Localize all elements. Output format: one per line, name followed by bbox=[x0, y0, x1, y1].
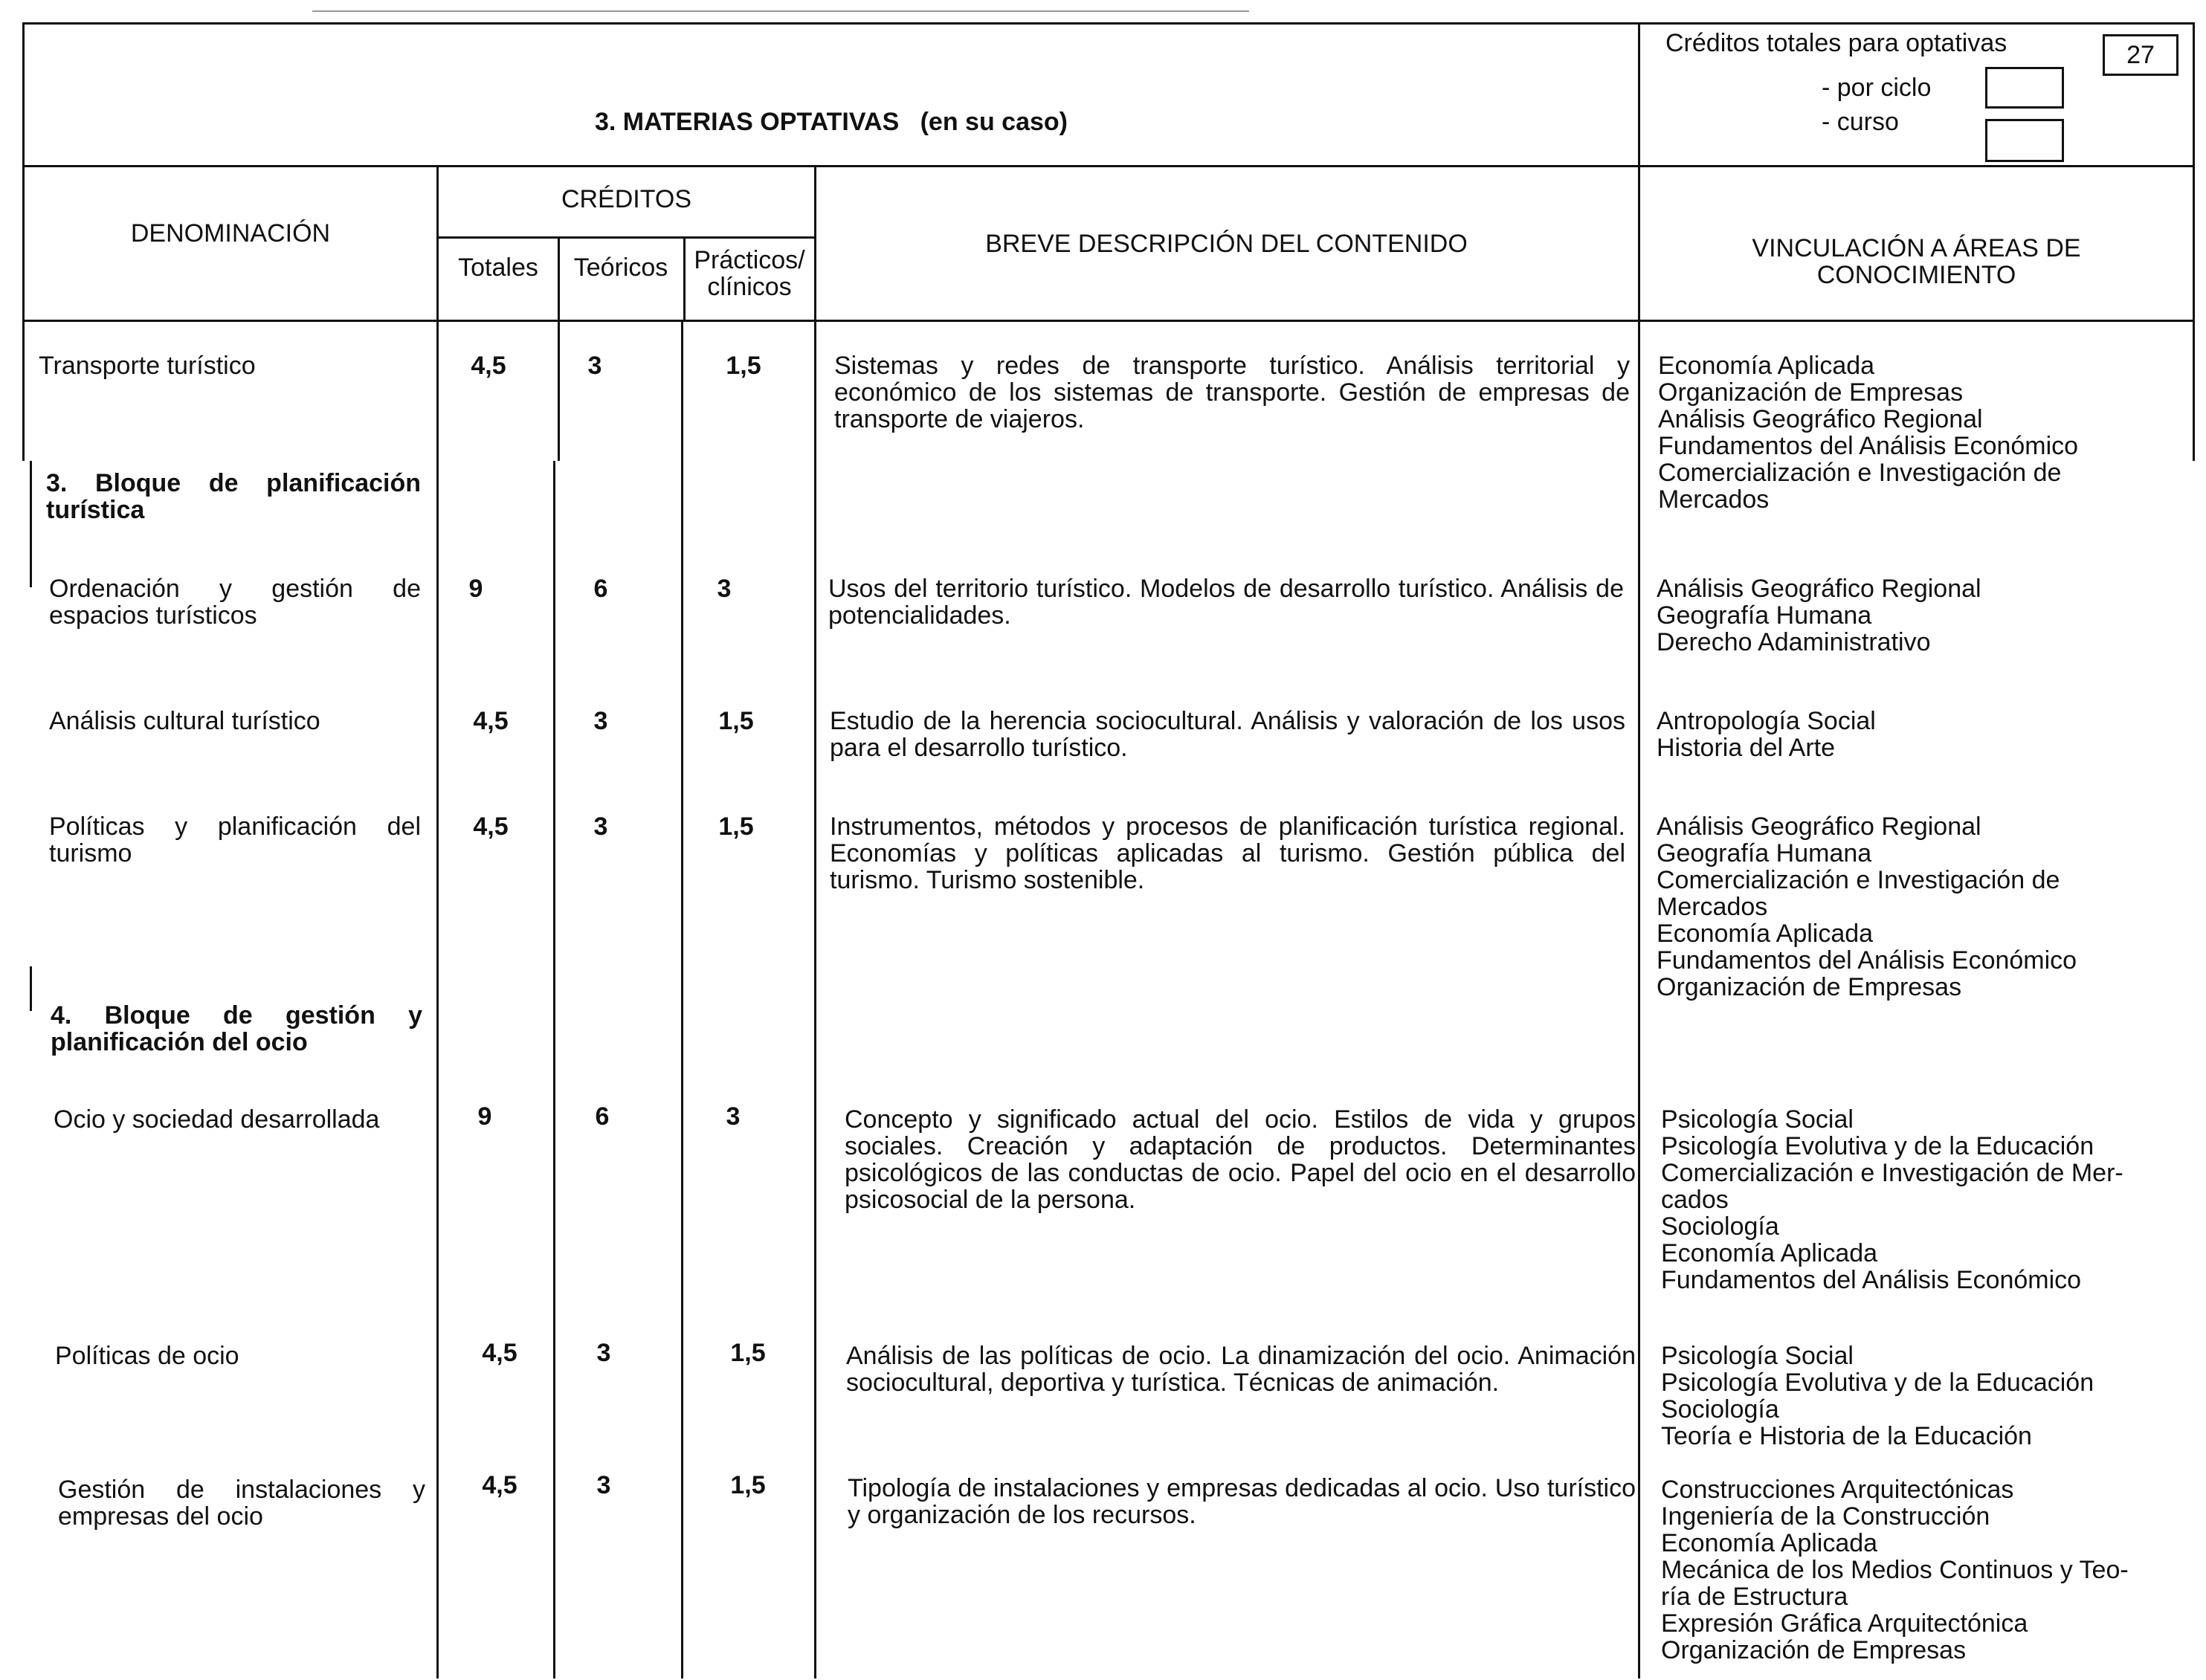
col-totales: Totales bbox=[458, 253, 538, 282]
row-name: Ocio y sociedad desarrollada bbox=[54, 1105, 380, 1134]
row-teoricos: 3 bbox=[596, 1471, 611, 1499]
row-practicos: 3 bbox=[717, 575, 732, 603]
block-heading: 3. Bloque de planificación turística bbox=[46, 469, 421, 524]
row-practicos: 3 bbox=[726, 1102, 741, 1131]
row-areas: Economía Aplicada Organización de Empresas Análisis Geográfico Regional Fundamentos del Análisis Económico Comercialización e Investigación de Mercados bbox=[1658, 352, 2079, 514]
row-totales: 9 bbox=[477, 1102, 492, 1131]
col-vinculacion: VINCULACIÓN A ÁREAS DE CONOCIMIENTO bbox=[1752, 234, 2081, 289]
col-line-2-top bbox=[558, 320, 560, 461]
col-descripcion: BREVE DESCRIPCIÓN DEL CONTENIDO bbox=[985, 230, 1468, 258]
row-description: Análisis de las políticas de ocio. La dinamización del ocio. Animación sociocultural, deportiva y turística. Técnicas de animación. bbox=[846, 1342, 1636, 1397]
row-totales: 9 bbox=[468, 575, 483, 603]
row-practicos: 1,5 bbox=[726, 352, 761, 380]
top-border bbox=[22, 22, 2195, 25]
col-divider-2-header bbox=[558, 236, 560, 321]
col-divider-3-header bbox=[683, 236, 686, 321]
row-practicos: 1,5 bbox=[730, 1471, 766, 1499]
col-divider-5-header bbox=[1638, 165, 1640, 321]
row-description: Estudio de la herencia sociocultural. Análisis y valoración de los usos para el desarrollo turístico. bbox=[830, 707, 1625, 762]
col-line-1 bbox=[436, 320, 439, 1679]
credits-total-label: Créditos totales para optativas bbox=[1665, 29, 2007, 57]
row-totales: 4,5 bbox=[473, 812, 509, 841]
table-header-bottom-border bbox=[22, 320, 2195, 322]
left-border-body bbox=[22, 320, 25, 461]
per-course-label: - curso bbox=[1822, 108, 1899, 136]
row-practicos: 1,5 bbox=[718, 707, 754, 735]
row-practicos: 1,5 bbox=[718, 812, 754, 841]
header-bottom-border bbox=[22, 165, 2195, 167]
row-teoricos: 3 bbox=[593, 707, 608, 735]
row-areas: Antropología Social Historia del Arte bbox=[1657, 707, 1876, 762]
col-line-3 bbox=[681, 320, 683, 1679]
per-cycle-box bbox=[1985, 67, 2064, 109]
col-creditos: CRÉDITOS bbox=[561, 185, 692, 213]
row-name: Políticas y planificación del turismo bbox=[49, 812, 421, 868]
header-credits-divider bbox=[1638, 22, 1640, 167]
left-border-header bbox=[22, 22, 25, 321]
per-cycle-label: - por ciclo bbox=[1822, 74, 1932, 102]
row-name: Transporte turístico bbox=[39, 352, 256, 380]
row-teoricos: 6 bbox=[595, 1102, 610, 1131]
row-practicos: 1,5 bbox=[730, 1339, 766, 1367]
row-description: Tipología de instalaciones y empresas dedicadas al ocio. Uso turístico y organización de los recursos. bbox=[848, 1474, 1636, 1529]
row-description: Usos del territorio turístico. Modelos de desarrollo turístico. Análisis de potencialidades. bbox=[828, 575, 1624, 630]
row-name: Gestión de instalaciones y empresas del ocio bbox=[58, 1476, 425, 1531]
col-divider-4-header bbox=[814, 165, 816, 321]
row-name: Ordenación y gestión de espacios turísticos bbox=[49, 575, 421, 630]
row-teoricos: 6 bbox=[593, 575, 608, 603]
left-border-lower-2 bbox=[30, 966, 32, 1011]
row-name: Políticas de ocio bbox=[55, 1342, 239, 1370]
credits-total-value: 27 bbox=[2126, 41, 2155, 69]
block-heading: 4. Bloque de gestión y planificación del ocio bbox=[51, 1001, 422, 1056]
col-line-2 bbox=[553, 461, 555, 1679]
row-areas: Psicología Social Psicología Evolutiva y de la Educación Sociología Teoría e Historia de la Educación bbox=[1661, 1342, 2094, 1450]
scan-artifact bbox=[312, 10, 1249, 12]
per-course-box bbox=[1985, 119, 2064, 162]
right-border-header bbox=[2193, 22, 2195, 321]
row-teoricos: 3 bbox=[593, 812, 608, 841]
row-areas: Análisis Geográfico Regional Geografía Humana Comercialización e Investigación de Mercados Economía Aplicada Fundamentos del Análisis Económico Organización de Empresas bbox=[1657, 812, 2077, 1001]
row-name: Análisis cultural turístico bbox=[49, 707, 320, 735]
row-description: Concepto y significado actual del ocio. Estilos de vida y grupos sociales. Creación y adaptación de productos. Determinantes psicológicos de las conductas de ocio. Papel del ocio en el desarrollo psicosocial de la persona. bbox=[845, 1105, 1636, 1214]
row-areas: Análisis Geográfico Regional Geografía Humana Derecho Adaministrativo bbox=[1657, 575, 1981, 656]
col-divider-1-header bbox=[436, 165, 439, 321]
row-description: Sistemas y redes de transporte turístico. Análisis territorial y económico de los sistemas de transporte. Gestión de empresas de transporte de viajeros. bbox=[834, 352, 1630, 433]
section-title: 3. MATERIAS OPTATIVAS (en su caso) bbox=[594, 108, 1068, 136]
row-teoricos: 3 bbox=[596, 1339, 611, 1367]
row-teoricos: 3 bbox=[587, 352, 602, 380]
row-totales: 4,5 bbox=[482, 1471, 517, 1499]
row-totales: 4,5 bbox=[471, 352, 506, 380]
row-areas: Psicología Social Psicología Evolutiva y de la Educación Comercialización e Investigación de Mer- cados Sociología Economía Aplicada Fundamentos del Análisis Económico bbox=[1661, 1105, 2123, 1294]
col-teoricos: Teóricos bbox=[573, 253, 668, 282]
row-description: Instrumentos, métodos y procesos de planificación turística regional. Economías y políticas aplicadas al turismo. Gestión pública del turismo. Turismo sostenible. bbox=[830, 812, 1625, 894]
row-areas: Construcciones Arquitectónicas Ingeniería de la Construcción Economía Aplicada Mecánica de los Medios Continuos y Teo- ría de Estructura Expresión Gráfica Arquitectónica Organización de Empresas bbox=[1661, 1476, 2129, 1664]
col-denominacion: DENOMINACIÓN bbox=[130, 219, 331, 248]
right-border-body bbox=[2193, 320, 2195, 461]
row-totales: 4,5 bbox=[473, 707, 509, 735]
col-practicos: Prácticos/ clínicos bbox=[694, 246, 805, 301]
col-line-4 bbox=[814, 320, 816, 1679]
col-line-5 bbox=[1638, 320, 1640, 1679]
left-border-lower bbox=[30, 461, 32, 587]
creditos-subheader-line bbox=[438, 236, 816, 239]
row-totales: 4,5 bbox=[482, 1339, 517, 1367]
